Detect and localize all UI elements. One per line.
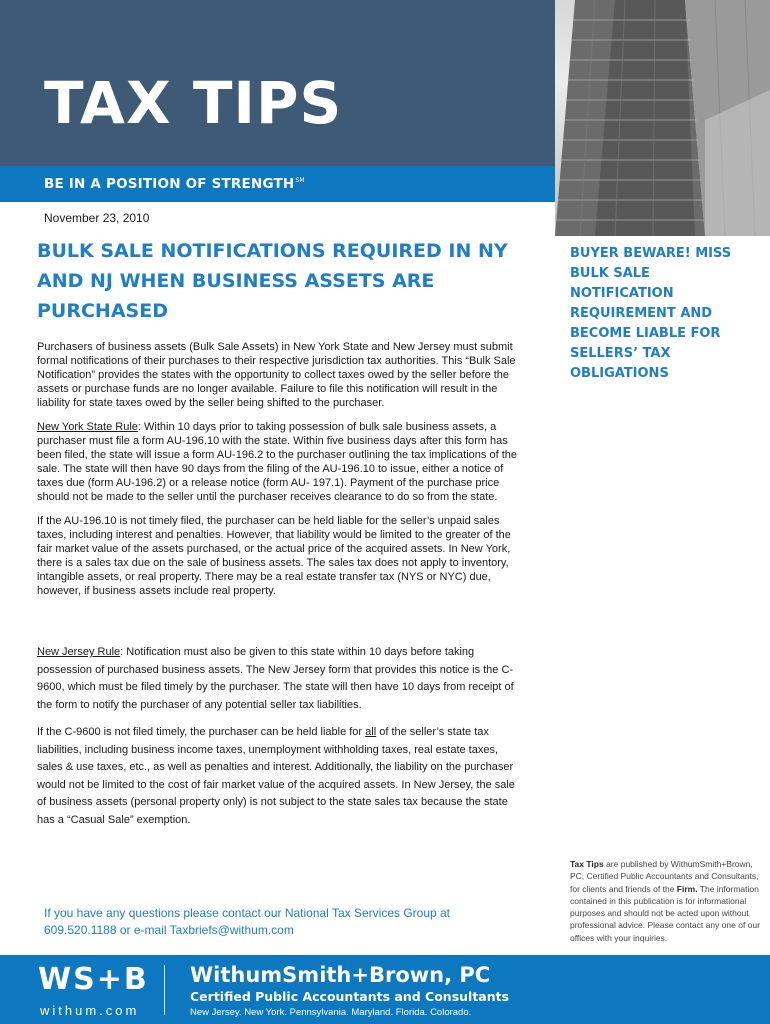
footer-bar <box>0 955 770 1024</box>
nj-rule-text: : Notification must also be given to this state within 10 days before taking possession of purchased business assets. The New Jersey form that provides this notice is the C-9600, which must be filed timely by the purchaser. The state will then have 10 days from receipt of the form to notify the purchaser of any potential seller tax liabilities. <box>37 646 514 711</box>
footer-divider <box>164 965 165 1015</box>
firm-logo <box>28 963 153 1019</box>
nj-section <box>37 644 517 839</box>
ny-rule-paragraph <box>37 420 517 504</box>
logo-url: withum.com <box>40 1003 140 1018</box>
ny-liability-paragraph: If the AU-196.10 is not timely filed, the purchaser can be held liable for the seller’s unpaid sales taxes, including interest and penalties. However, that liability would be limited to the greater of the fair market value of the assets purchased, or the actual price of the acquired assets. In New York, there is a sales tax due on the sale of business assets. The sales tax does not apply to inventory, intangible assets, or real property. There may be a real estate transfer tax (NYS or NYC) due, however, if business assets include real property. <box>37 515 511 597</box>
contact-info: If you have any questions please contact our National Tax Services Group at 609.520.1188 or e-mail Taxbriefs@withum.com <box>44 906 451 937</box>
ny-rule-label: New York State Rule <box>37 421 138 433</box>
firm-name: WithumSmith+Brown, PC <box>190 963 491 987</box>
publication-date: November 23, 2010 <box>44 211 150 225</box>
publication-title: TAX TIPS <box>44 69 343 137</box>
article-headline: BULK SALE NOTIFICATIONS REQUIRED IN NY AND NJ WHEN BUSINESS ASSETS ARE PURCHASED <box>37 240 508 322</box>
nj-rule-label: New Jersey Rule <box>37 646 121 658</box>
disclaimer-firm: Firm. <box>676 883 698 894</box>
logo-mark: WS+B <box>38 962 149 997</box>
emphasis-all: all <box>365 726 377 738</box>
sidebar-callout: BUYER BEWARE! MISS BULK SALE NOTIFICATION REQUIREMENT AND BECOME LIABLE FOR SELLERS’ TAX OBLIGATIONS <box>570 246 732 381</box>
intro-paragraph: Purchasers of business assets (Bulk Sale Assets) in New York State and New Jersey must submit formal notifications of their purchases to their respective jurisdiction tax authorities. This “Bulk Sale Notification” provides the states with the opportunity to collect taxes owed by the seller before the assets or purchase funds are no longer available. Failure to file this notification will result in the liability for state taxes owed by the seller being shifted to the purchaser. <box>37 341 516 409</box>
ny-rule-text: : Within 10 days prior to taking possession of bulk sale business assets, a purchaser must file a form AU-196.10 with the state. Within five business days after this form has been filed, the state will issue a form AU-196.2 to the purchaser outlining the tax implications of the sale. The state will then have 90 days from the filing of the AU-196.10 to issue, either a notice of taxes due (form AU-196.2) or a release notice (form AU- 197.1). Payment of the purchase price should not be made to the seller until the purchaser receives clearance to do so from the state. <box>37 421 517 503</box>
firm-tagline: Certified Public Accountants and Consultants <box>190 989 510 1004</box>
tagline-strip <box>0 166 555 202</box>
header-banner <box>0 0 555 166</box>
tagline: BE IN A POSITION OF STRENGTH℠ <box>44 176 305 192</box>
publisher-disclaimer: Tax Tips are published by WithumSmith+Brown, PC, Certified Public Accountants and Consultants, for clients and friends of the Firm. The information contained in this publication is for informational purposes and should not be acted upon without professional advice. Please contact any one of our offices with your inquiries. <box>570 859 760 943</box>
firm-locations: New Jersey. New York. Pennsylvania. Maryland. Florida. Colorado. <box>190 1007 472 1018</box>
article-body <box>37 340 517 608</box>
nj-liability-paragraph: If the C-9600 is not filed timely, the purchaser can be held liable for all of the seller’s state tax liabilities, including business income taxes, unemployment withholding taxes, real estate taxes, sales & use taxes, etc., as well as penalties and interest. Additionally, the liability on the purchaser would not be limited to the cost of fair market value of the acquired assets. In New Jersey, the sale of business assets (personal property only) is not subject to the state sales tax because the state has a “Casual Sale” exemption. <box>37 726 515 826</box>
nj-rule-paragraph <box>37 644 517 714</box>
building-photo <box>555 0 770 236</box>
disclaimer-lead: Tax Tips <box>570 859 604 869</box>
service-mark: SM <box>295 177 305 184</box>
